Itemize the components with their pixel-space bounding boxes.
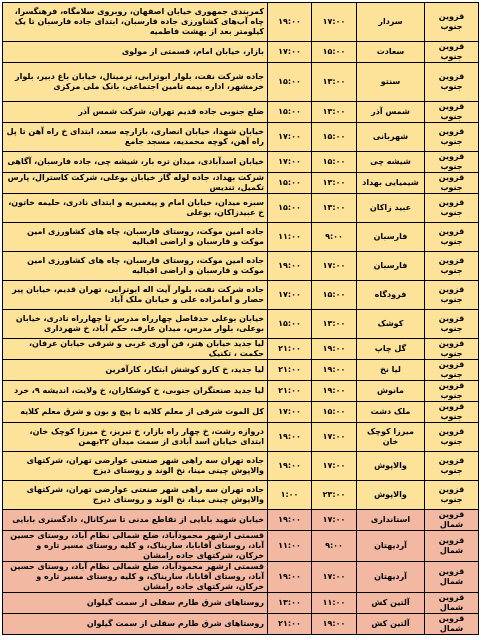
start-time-cell: ۱۹:۰۰ [312, 360, 357, 381]
route-description-cell: لیا جدید، خ کارو کوشش ابتکار، کارآفرین [3, 360, 268, 381]
feeder-name-cell: ملک دشت [357, 402, 425, 423]
feeder-name-cell: سردار [357, 3, 425, 42]
table-row [3, 562, 479, 593]
start-time-cell: ۱۵:۰۰ [312, 42, 357, 63]
start-time-cell: ۱۳:۰۰ [312, 63, 357, 102]
feeder-name-cell: شهربانی [357, 123, 425, 152]
route-description-cell: لیا جدید خیابان هنر، فن آوری غربی و شرقی خیابان عرفان، حکمت ، تکنیک [3, 339, 268, 360]
table-row [3, 194, 479, 223]
route-description-cell: شرکت بهداد، جاده لوله گاز خیابان بوعلی، شرکت کاسترال، پارس تکمیل، تندیس [3, 173, 268, 194]
start-time-cell: ۱۹:۰۰ [312, 339, 357, 360]
end-time-cell: ۲۱:۰۰ [268, 614, 312, 635]
end-time-cell: ۱۷:۰۰ [268, 281, 312, 310]
feeder-name-cell: آردیهتان [357, 531, 425, 562]
route-description-cell: خیابان شهید بابایی از تقاطع مدنی تا سرکانال، دادگستری بابایی [3, 510, 268, 531]
table-row [3, 123, 479, 152]
region-cell: قزوین جنوب [425, 381, 479, 402]
region-cell: قزوین جنوب [425, 42, 479, 63]
end-time-cell: ۱۹:۰۰ [268, 423, 312, 452]
start-time-cell: ۱۷:۰۰ [312, 510, 357, 531]
region-cell: قزوین شمال [425, 593, 479, 614]
start-time-cell: ۲۳:۰۰ [312, 481, 357, 510]
table-row [3, 173, 479, 194]
region-cell: قزوین جنوب [425, 360, 479, 381]
route-description-cell: خیابان اسدآبادی، میدان تره بار، شیشه چی، جاده فارسبان، آگاهی [3, 152, 268, 173]
route-description-cell: روستاهای شرق طارم سفلی از سمت گیلوان [3, 614, 268, 635]
feeder-name-cell: فارسبان [357, 252, 425, 281]
start-time-cell: ۱۷:۰۰ [312, 252, 357, 281]
end-time-cell: ۱۹:۰۰ [268, 562, 312, 593]
start-time-cell: ۱۵:۰۰ [312, 402, 357, 423]
end-time-cell: ۱۵:۰۰ [268, 173, 312, 194]
feeder-name-cell: آلتین کش [357, 593, 425, 614]
table-row [3, 63, 479, 102]
table-row [3, 360, 479, 381]
end-time-cell: ۱۹:۰۰ [268, 510, 312, 531]
feeder-name-cell: والاپوش [357, 452, 425, 481]
region-cell: قزوین شمال [425, 510, 479, 531]
start-time-cell: ۱۳:۰۰ [312, 194, 357, 223]
end-time-cell: ۲۱:۰۰ [268, 381, 312, 402]
feeder-name-cell: شمس آذر [357, 102, 425, 123]
table-row [3, 452, 479, 481]
region-cell: قزوین جنوب [425, 339, 479, 360]
route-description-cell: سبزه میدان، خیابان امام و پیغمبریه و ابتدای نادری، حلیمه خاتون، خ عبیدزاکان، بوعلی [3, 194, 268, 223]
region-cell: قزوین جنوب [425, 123, 479, 152]
feeder-name-cell: لیا نخ [357, 360, 425, 381]
table-row [3, 252, 479, 281]
table-row [3, 223, 479, 252]
route-description-cell: جاده تهران سه راهی شهر صنعتی عوارضی تهران، شرکتهای والاپوش چینی مینا، نخ الوند و روستای دیزج [3, 452, 268, 481]
table-row [3, 381, 479, 402]
feeder-name-cell: کوشک [357, 310, 425, 339]
start-time-cell: ۱۱:۰۰ [312, 593, 357, 614]
region-cell: قزوین شمال [425, 531, 479, 562]
feeder-name-cell: آردیهتان [357, 562, 425, 593]
route-description-cell: جاده شرکت نفت، بلوار ابوترابی، ترمینال، خیابان باغ دبیر، بلوار خرمشهر، اداره بیمه تامین اجتماعی، بانک ملی مرکزی [3, 63, 268, 102]
table-row [3, 152, 479, 173]
end-time-cell: ۱۱:۰۰ [268, 531, 312, 562]
start-time-cell: ۱۷:۰۰ [312, 3, 357, 42]
route-description-cell: لیا جدید صنعتگران جنوبی، خ کوشکاران، خ ولایت، اندیشه ۹، خرد [3, 381, 268, 402]
end-time-cell: ۱۵:۰۰ [268, 310, 312, 339]
region-cell: قزوین جنوب [425, 452, 479, 481]
region-cell: قزوین جنوب [425, 223, 479, 252]
start-time-cell: ۱۷:۰۰ [312, 562, 357, 593]
end-time-cell: ۱۷:۰۰ [268, 402, 312, 423]
end-time-cell: ۱۱:۰۰ [268, 223, 312, 252]
table-row [3, 42, 479, 63]
table-row [3, 481, 479, 510]
start-time-cell: ۹:۰۰ [312, 531, 357, 562]
end-time-cell: ۱۹:۰۰ [268, 252, 312, 281]
route-description-cell: جاده تهران سه راهی شهر صنعتی عوارضی تهران، شرکتهای والاپوش چینی مینا، نخ الوند و روستای دیزج [3, 481, 268, 510]
route-description-cell: جاده امین موکت، روستای فارسبان، چاه های کشاورزی امین موکت و فارسبان و اراضی اقبالیه [3, 252, 268, 281]
feeder-name-cell: سنتو [357, 63, 425, 102]
start-time-cell: ۱۳:۰۰ [312, 173, 357, 194]
region-cell: قزوین شمال [425, 614, 479, 635]
region-cell: قزوین جنوب [425, 281, 479, 310]
end-time-cell: ۱:۰۰ [268, 481, 312, 510]
end-time-cell: ۱۵:۰۰ [268, 102, 312, 123]
region-cell: قزوین جنوب [425, 152, 479, 173]
end-time-cell: ۲۱:۰۰ [268, 339, 312, 360]
feeder-name-cell: مانوش [357, 381, 425, 402]
region-cell: قزوین جنوب [425, 402, 479, 423]
table-row [3, 310, 479, 339]
table-row [3, 531, 479, 562]
start-time-cell: ۱۵:۰۰ [312, 123, 357, 152]
region-cell: قزوین جنوب [425, 481, 479, 510]
route-description-cell: خیابان شهدا، خیابان انصاری، بازارچه سعد، ابتدای خ راه آهن تا پل راه آهن، کوچه محمدیه، مسجد جامع [3, 123, 268, 152]
feeder-name-cell: فارسبان [357, 223, 425, 252]
region-cell: قزوین جنوب [425, 194, 479, 223]
end-time-cell: ۲۱:۰۰ [268, 360, 312, 381]
feeder-name-cell: میرزا کوچک خان [357, 423, 425, 452]
route-description-cell: کل الموت شرقی از معلم کلایه تا پیچ و بون و شرق معلم کلایه [3, 402, 268, 423]
end-time-cell: ۱۹:۰۰ [268, 452, 312, 481]
table-row [3, 614, 479, 635]
feeder-name-cell: والاپوش [357, 481, 425, 510]
feeder-name-cell: گل چاپ [357, 339, 425, 360]
table-row [3, 593, 479, 614]
feeder-name-cell: شیمیایی بهداد [357, 173, 425, 194]
start-time-cell: ۹:۰۰ [312, 223, 357, 252]
end-time-cell: ۱۳:۰۰ [268, 593, 312, 614]
feeder-name-cell: شیشه چی [357, 152, 425, 173]
route-description-cell: کمربندی جمهوری خیابان اصفهان، روبروی سلامگاه، فرهنگسرا، چاه آب‌های کشاورزی جاده فارسبان، ابتدای جاده فارسبان تا یک کیلومتر بعد از بهشت فاطمیه [3, 3, 268, 42]
route-description-cell: قسمتی ازشهر محمودآباد، ضلع شمالی نظام آباد، روستای حسین آباد، روستای آقابابا، ساریناک، و کلیه روستای مسیر تاره و خرکان، شرکتهای جاده رامشان [3, 562, 268, 593]
route-description-cell: بازار، خیابان امام، قسمتی از مولوی [3, 42, 268, 63]
feeder-name-cell: آلتین کش [357, 614, 425, 635]
start-time-cell: ۱۹:۰۰ [312, 381, 357, 402]
start-time-cell: ۱۵:۰۰ [312, 152, 357, 173]
feeder-name-cell: فرودگاه [357, 281, 425, 310]
region-cell: قزوین شمال [425, 562, 479, 593]
region-cell: قزوین جنوب [425, 173, 479, 194]
feeder-name-cell: سعادت [357, 42, 425, 63]
table-row [3, 423, 479, 452]
start-time-cell: ۱۳:۰۰ [312, 310, 357, 339]
route-description-cell: جاده شرکت نفت، بلوار آیت اله ابوترابی، تهران قدیم، خیابان پیر حصار و امامزاده علی و خیابان ملک آباد [3, 281, 268, 310]
outage-schedule-body [3, 3, 479, 635]
end-time-cell: ۱۷:۰۰ [268, 152, 312, 173]
route-description-cell: جاده امین موکت، روستای فارسبان، چاه های کشاورزی امین موکت و فارسبان و اراضی اقبالیه [3, 223, 268, 252]
end-time-cell: ۱۷:۰۰ [268, 123, 312, 152]
route-description-cell: قسمتی ازشهر محمودآباد، ضلع شمالی نظام آباد، روستای حسین آباد، روستای آقابابا، ساریناک، و کلیه روستای مسیر تاره و خرکان، شرکتهای جاده رامشان [3, 531, 268, 562]
end-time-cell: ۱۷:۰۰ [268, 42, 312, 63]
table-row [3, 510, 479, 531]
region-cell: قزوین جنوب [425, 3, 479, 42]
region-cell: قزوین جنوب [425, 310, 479, 339]
outage-schedule-table [2, 2, 479, 635]
route-description-cell: ضلع جنوبی جاده قدیم تهران، شرکت شمس آذر [3, 102, 268, 123]
table-row [3, 102, 479, 123]
table-row [3, 402, 479, 423]
table-row [3, 3, 479, 42]
feeder-name-cell: استانداری [357, 510, 425, 531]
end-time-cell: ۱۵:۰۰ [268, 63, 312, 102]
start-time-cell: ۱۹:۰۰ [312, 614, 357, 635]
region-cell: قزوین جنوب [425, 63, 479, 102]
start-time-cell: ۱۷:۰۰ [312, 452, 357, 481]
route-description-cell: روستاهای شرق طارم سفلی از سمت گیلوان [3, 593, 268, 614]
start-time-cell: ۱۳:۰۰ [312, 102, 357, 123]
region-cell: قزوین جنوب [425, 252, 479, 281]
route-description-cell: خیابان بوعلی حدفاصل چهارراه مدرس تا چهارراه نادری، خیابان بوعلی، بلوار مدرس، میدان عارف، حکم آباد، خ شهرداری [3, 310, 268, 339]
start-time-cell: ۱۵:۰۰ [312, 281, 357, 310]
region-cell: قزوین جنوب [425, 102, 479, 123]
region-cell: قزوین جنوب [425, 423, 479, 452]
table-row [3, 281, 479, 310]
table-row [3, 339, 479, 360]
feeder-name-cell: عبید زاکان [357, 194, 425, 223]
end-time-cell: ۱۹:۰۰ [268, 3, 312, 42]
route-description-cell: دروازه رشت، خ چهار راه بازار، خ تبریز، خ میرزا کوچک خان، ابتدای خیابان اسد آبادی از سمت میدان ۲۲بهمن [3, 423, 268, 452]
end-time-cell: ۱۵:۰۰ [268, 194, 312, 223]
start-time-cell: ۱۷:۰۰ [312, 423, 357, 452]
